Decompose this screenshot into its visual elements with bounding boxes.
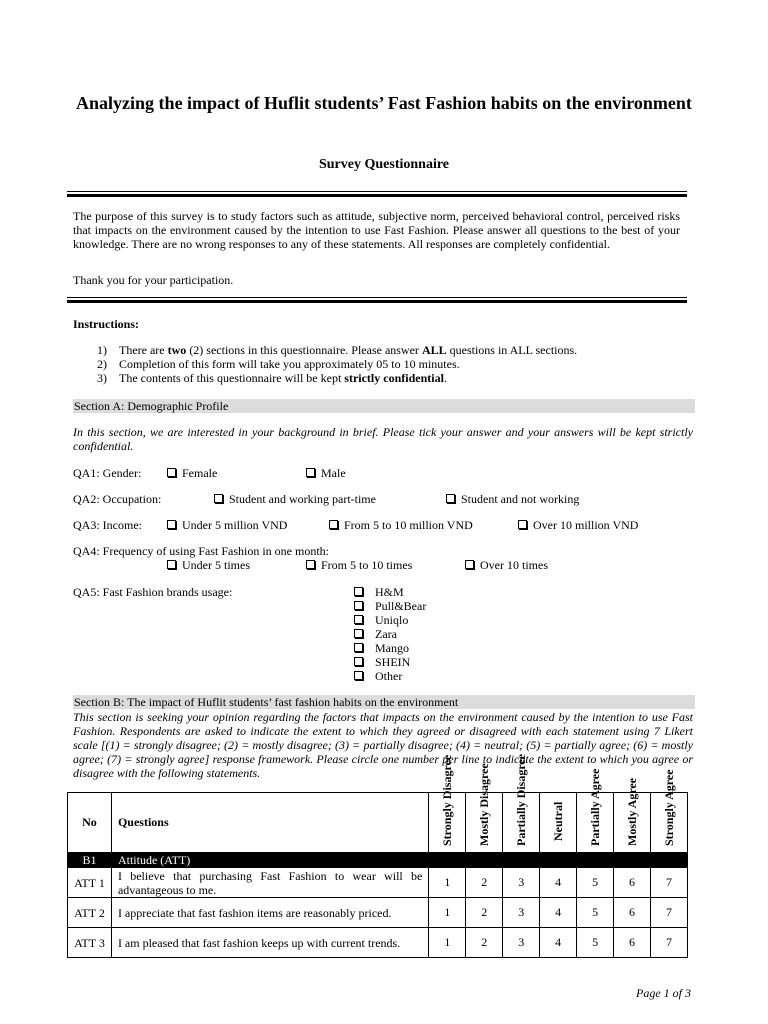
section-a-intro: In this section, we are interested in your background in brief. Please tick your answer and your answers will be kept strictly confidential. [73,425,693,453]
column-header-scale: Strongly Disagree [429,793,466,853]
section-b-intro: This section is seeking your opinion regarding the factors that impacts on the environment caused by the intention to use Fast Fashion. Respondents are asked to indicate the extent to which they agreed or disagreed with each statement using 7 Likert scale [(1) = strongly disagree; (2) = mostly disagree; (3) = partially disagree; (4) = neutral; (5) = partially agree; (6) = mostly agree; (7) = strongly agree] response framework. Please circle one number per line to indicate the extent to which you agree or disagree with the following statements. [73,710,693,780]
checkbox-icon[interactable] [446,494,455,503]
instruction-item: 2) Completion of this form will take you approximately 05 to 10 minutes. [97,357,460,371]
table-block-row [68,853,688,868]
qa1-label: QA1: Gender: [73,466,142,480]
qa5-option-other[interactable]: Other [354,669,402,684]
column-header-scale: Partially Agree [577,793,614,853]
block-code: B1 [68,853,112,868]
scale-option[interactable]: 1 [429,928,466,958]
row-question: I appreciate that fast fashion items are reasonably priced. [111,898,428,928]
qa1-option-female[interactable]: Female [167,466,217,481]
section-a-header: Section A: Demographic Profile [73,399,695,413]
checkbox-icon[interactable] [354,629,363,638]
scale-option[interactable]: 1 [429,898,466,928]
row-question: I am pleased that fast fashion keeps up with current trends. [111,928,428,958]
checkbox-icon[interactable] [354,643,363,652]
scale-option[interactable]: 5 [577,898,614,928]
qa5-option-shein[interactable]: SHEIN [354,655,410,670]
scale-option[interactable]: 7 [651,928,688,958]
qa5-label: QA5: Fast Fashion brands usage: [73,585,233,599]
scale-option[interactable]: 7 [651,868,688,898]
checkbox-icon[interactable] [354,671,363,680]
qa5-option-pullbear[interactable]: Pull&Bear [354,599,426,614]
checkbox-icon[interactable] [354,657,363,666]
table-row [68,898,688,928]
page-number: Page 1 of 3 [636,986,691,1000]
instructions-label: Instructions: [73,317,140,331]
row-code: ATT 2 [68,898,112,928]
checkbox-icon[interactable] [306,468,315,477]
instructions-list [97,343,577,385]
document-subtitle: Survey Questionnaire [318,157,450,172]
block-label: Attitude (ATT) [111,853,428,868]
checkbox-icon[interactable] [354,601,363,610]
table-row [68,928,688,958]
checkbox-icon[interactable] [465,560,474,569]
checkbox-icon[interactable] [329,520,338,529]
qa2-option-working[interactable]: Student and working part-time [214,492,376,507]
qa5-option-hm[interactable]: H&M [354,585,404,600]
scale-option[interactable]: 2 [466,898,503,928]
checkbox-icon[interactable] [518,520,527,529]
qa3-option-5-10m[interactable]: From 5 to 10 million VND [329,518,473,533]
table-row [68,868,688,898]
checkbox-icon[interactable] [306,560,315,569]
scale-option[interactable]: 3 [503,928,540,958]
table-header-row [68,793,688,853]
scale-option[interactable]: 1 [429,868,466,898]
column-header-scale: Mostly Agree [614,793,651,853]
qa5-option-mango[interactable]: Mango [354,641,409,656]
checkbox-icon[interactable] [354,587,363,596]
checkbox-icon[interactable] [354,615,363,624]
qa5-option-zara[interactable]: Zara [354,627,397,642]
row-code: ATT 1 [68,868,112,898]
checkbox-icon[interactable] [167,468,176,477]
qa4-option-under-5[interactable]: Under 5 times [167,558,250,573]
column-header-scale: Partially Disagree [503,793,540,853]
scale-option[interactable]: 6 [614,898,651,928]
column-header-scale: Mostly Disagree [466,793,503,853]
scale-option[interactable]: 4 [540,928,577,958]
qa4-option-over-10[interactable]: Over 10 times [465,558,548,573]
checkbox-icon[interactable] [167,520,176,529]
qa2-option-not-working[interactable]: Student and not working [446,492,579,507]
qa5-option-uniqlo[interactable]: Uniqlo [354,613,408,628]
qa4-label: QA4: Frequency of using Fast Fashion in one month: [73,544,329,558]
middle-divider [67,297,687,303]
scale-option[interactable]: 2 [466,928,503,958]
column-header-questions: Questions [111,793,428,853]
scale-option[interactable]: 2 [466,868,503,898]
thanks-text: Thank you for your participation. [73,273,234,287]
likert-table [67,753,688,958]
section-b-header: Section B: The impact of Huflit students’ fast fashion habits on the environment [73,695,695,709]
scale-option[interactable]: 6 [614,868,651,898]
instruction-item: 1) There are two (2) sections in this questionnaire. Please answer ALL questions in ALL sections. [97,343,578,357]
column-header-no: No [68,793,112,853]
column-header-scale: Strongly Agree [651,793,688,853]
qa1-option-male[interactable]: Male [306,466,346,481]
scale-option[interactable]: 5 [577,868,614,898]
checkbox-icon[interactable] [167,560,176,569]
qa2-label: QA2: Occupation: [73,492,162,506]
scale-option[interactable]: 4 [540,868,577,898]
qa4-option-5-10[interactable]: From 5 to 10 times [306,558,412,573]
scale-option[interactable]: 4 [540,898,577,928]
instruction-item: 3) The contents of this questionnaire will be kept strictly confidential. [97,371,447,385]
qa3-option-under-5m[interactable]: Under 5 million VND [167,518,287,533]
scale-option[interactable]: 6 [614,928,651,958]
scale-option[interactable]: 7 [651,898,688,928]
row-code: ATT 3 [68,928,112,958]
top-divider [67,191,687,197]
qa3-option-over-10m[interactable]: Over 10 million VND [518,518,638,533]
document-title: Analyzing the impact of Huflit students’ Fast Fashion habits on the environment [76,93,692,113]
scale-option[interactable]: 3 [503,898,540,928]
qa3-label: QA3: Income: [73,518,142,532]
column-header-scale: Neutral [540,793,577,853]
scale-option[interactable]: 3 [503,868,540,898]
row-question: I believe that purchasing Fast Fashion to wear will be advantageous to me. [111,868,428,898]
scale-option[interactable]: 5 [577,928,614,958]
checkbox-icon[interactable] [214,494,223,503]
purpose-paragraph: The purpose of this survey is to study factors such as attitude, subjective norm, perceived behavioral control, perceived risks that impacts on the environment caused by the intention to use Fast Fashion. Please answer all questions to the best of your knowledge. There are no wrong responses to any of these statements. All responses are completely confidential. [73,209,680,251]
